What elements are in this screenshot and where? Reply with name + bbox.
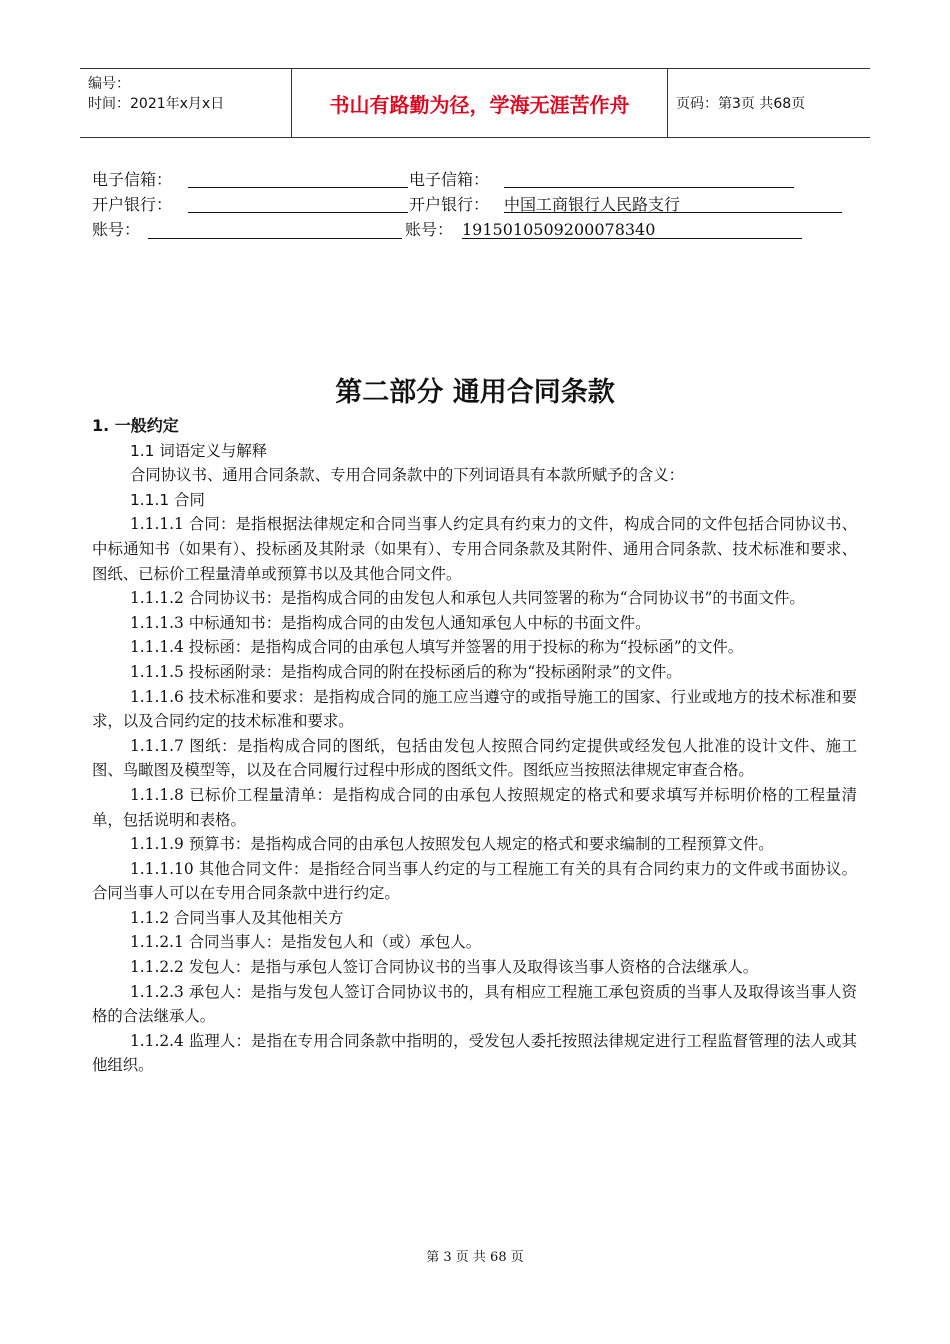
bank-label-right: 开户银行： bbox=[409, 195, 490, 214]
paragraph: 1.1.2.1 合同当事人：是指发包人和（或）承包人。 bbox=[130, 933, 482, 952]
account-label-right: 账号： bbox=[405, 220, 454, 239]
account-label-left: 账号： bbox=[92, 220, 141, 239]
paragraph: 1.1.1.5 投标函附录：是指构成合同的附在投标函后的称为“投标函附录”的文件。 bbox=[130, 662, 682, 681]
bank-value: 中国工商银行人民路支行 bbox=[504, 195, 681, 214]
email-line-right bbox=[504, 187, 794, 188]
paragraph: 1.1.1.2 合同协议书：是指构成合同的由发包人和承包人共同签署的称为“合同协议书”的书面文件。 bbox=[130, 589, 805, 608]
time-label: 时间：2021年x月x日 bbox=[88, 96, 225, 112]
section-title: 第二部分 通用合同条款 bbox=[335, 377, 615, 408]
email-label-right: 电子信箱： bbox=[409, 170, 490, 189]
bank-label-left: 开户银行： bbox=[92, 195, 173, 214]
email-line-left bbox=[188, 187, 408, 188]
heading-contract: 1.1.1 合同 bbox=[130, 490, 205, 509]
paragraph: 1.1.1.10 其他合同文件：是指经合同当事人约定的与工程施工有关的具有合同约束力的文件或书面协议。合同当事人可以在专用合同条款中进行约定。 bbox=[92, 859, 857, 903]
header-page-info: 页码：第3页 共68页 bbox=[676, 96, 806, 112]
number-label: 编号： bbox=[88, 76, 130, 92]
paragraph: 1.1.1.6 技术标准和要求：是指构成合同的施工应当遵守的或指导施工的国家、行业或地方的技术标准和要求，以及合同约定的技术标准和要求。 bbox=[92, 687, 857, 731]
paragraph: 1.1.1.9 预算书：是指构成合同的由承包人按照发包人规定的格式和要求编制的工程预算文件。 bbox=[130, 835, 774, 854]
page-header bbox=[80, 68, 870, 138]
paragraph: 1.1.1.1 合同：是指根据法律规定和合同当事人约定具有约束力的文件，构成合同的文件包括合同协议书、中标通知书（如果有）、投标函及其附录（如果有）、专用合同条款及其附件、通用合同条款、技术标准和要求、图纸、已标价工程量清单或预算书以及其他合同文件。 bbox=[92, 515, 857, 583]
header-motto: 书山有路勤为径，学海无涯苦作舟 bbox=[292, 69, 668, 137]
account-line-right bbox=[462, 238, 802, 239]
paragraph: 1.1.1.4 投标函：是指构成合同的由承包人填写并签署的用于投标的称为“投标函”的文件。 bbox=[130, 638, 744, 657]
heading-definitions: 1.1 词语定义与解释 bbox=[130, 441, 268, 460]
paragraph: 1.1.1.8 已标价工程量清单：是指构成合同的由承包人按照规定的格式和要求填写并标明价格的工程量清单，包括说明和表格。 bbox=[92, 785, 857, 829]
document-body bbox=[92, 414, 857, 1078]
account-value: 1915010509200078340 bbox=[462, 220, 656, 239]
paragraph: 1.1.1.3 中标通知书：是指构成合同的由发包人通知承包人中标的书面文件。 bbox=[130, 613, 651, 632]
paragraph: 1.1.2.3 承包人：是指与发包人签订合同协议书的，具有相应工程施工承包资质的当事人及取得该当事人资格的合法继承人。 bbox=[92, 982, 857, 1026]
paragraph: 1.1.1.7 图纸：是指构成合同的图纸，包括由发包人按照合同约定提供或经发包人批准的设计文件、施工图、鸟瞰图及模型等，以及在合同履行过程中形成的图纸文件。图纸应当按照法律规定审查合格。 bbox=[92, 736, 857, 780]
account-line-left bbox=[148, 238, 402, 239]
paragraph: 1.1.2.2 发包人：是指与承包人签订合同协议书的当事人及取得该当事人资格的合法继承人。 bbox=[130, 958, 759, 977]
paragraph: 1.1.2 合同当事人及其他相关方 bbox=[130, 908, 344, 927]
paragraph: 合同协议书、通用合同条款、专用合同条款中的下列词语具有本款所赋予的含义： bbox=[130, 466, 685, 485]
page-footer: 第 3 页 共 68 页 bbox=[426, 1250, 524, 1265]
bank-line-right bbox=[504, 212, 842, 213]
header-meta bbox=[80, 69, 292, 137]
heading-general: 1. 一般约定 bbox=[92, 416, 179, 435]
email-label-left: 电子信箱： bbox=[92, 170, 173, 189]
bank-line-left bbox=[188, 212, 408, 213]
paragraph: 1.1.2.4 监理人：是指在专用合同条款中指明的，受发包人委托按照法律规定进行工程监督管理的法人或其他组织。 bbox=[92, 1031, 857, 1075]
